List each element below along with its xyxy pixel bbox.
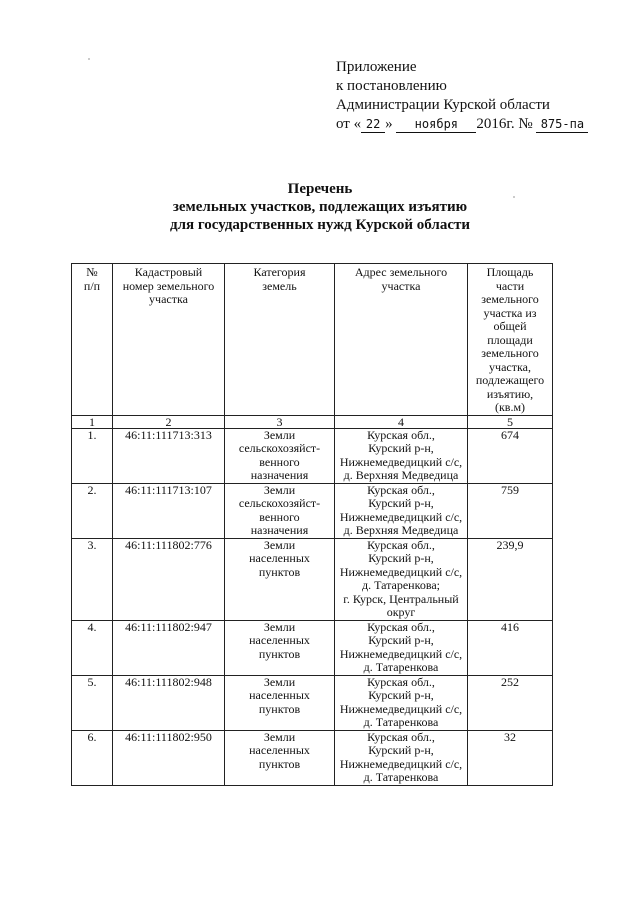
scan-speck <box>88 58 90 60</box>
header-number: № п/п <box>72 264 113 416</box>
header-category: Категория земель <box>225 264 335 416</box>
row-address: Курская обл., Курский р-н, Нижнемедведицкий с/с, д. Татаренкова <box>335 675 468 730</box>
row-number: 4. <box>72 620 113 675</box>
index-cell: 1 <box>72 415 113 428</box>
title-line-3: для государственных нужд Курской области <box>170 217 470 233</box>
row-area: 239,9 <box>468 538 553 620</box>
row-area: 252 <box>468 675 553 730</box>
appendix-block <box>336 58 588 134</box>
table-header-row <box>72 264 553 416</box>
title-line-2: земельных участков, подлежащих изъятию <box>172 199 468 215</box>
row-address: Курская обл., Курский р-н, Нижнемедведицкий с/с, д. Татаренкова <box>335 730 468 785</box>
row-category: Земли сельскохозяйст- венного назначения <box>225 483 335 538</box>
index-cell: 5 <box>468 415 553 428</box>
table-body <box>72 428 553 785</box>
row-category: Земли населенных пунктов <box>225 730 335 785</box>
table-row <box>72 620 553 675</box>
row-cadastral: 46:11:111802:950 <box>113 730 225 785</box>
date-year: 2016г. № <box>476 116 533 132</box>
date-day-close: » <box>385 116 393 132</box>
index-cell: 2 <box>113 415 225 428</box>
table-row <box>72 483 553 538</box>
row-number: 2. <box>72 483 113 538</box>
row-address: Курская обл., Курский р-н, Нижнемедведицкий с/с, д. Татаренкова; г. Курск, Центральный округ <box>335 538 468 620</box>
appendix-line-3: Администрации Курской области <box>336 97 550 113</box>
land-plots-table <box>71 263 553 786</box>
header-address: Адрес земельного участка <box>335 264 468 416</box>
appendix-date-line <box>336 115 588 134</box>
row-number: 5. <box>72 675 113 730</box>
row-number: 3. <box>72 538 113 620</box>
row-category: Земли населенных пунктов <box>225 538 335 620</box>
row-category: Земли сельскохозяйст- венного назначения <box>225 428 335 483</box>
row-cadastral: 46:11:111802:947 <box>113 620 225 675</box>
table-index-row <box>72 415 553 428</box>
document-title <box>0 180 640 234</box>
date-prefix: от « <box>336 116 362 132</box>
row-number: 6. <box>72 730 113 785</box>
row-category: Земли населенных пунктов <box>225 620 335 675</box>
appendix-line-1: Приложение <box>336 59 417 75</box>
table-row <box>72 428 553 483</box>
row-number: 1. <box>72 428 113 483</box>
table-row <box>72 675 553 730</box>
index-cell: 4 <box>335 415 468 428</box>
row-area: 416 <box>468 620 553 675</box>
index-cell: 3 <box>225 415 335 428</box>
row-area: 674 <box>468 428 553 483</box>
row-area: 759 <box>468 483 553 538</box>
title-line-1: Перечень <box>287 181 353 197</box>
row-cadastral: 46:11:111713:107 <box>113 483 225 538</box>
row-cadastral: 46:11:111802:776 <box>113 538 225 620</box>
row-address: Курская обл., Курский р-н, Нижнемедведицкий с/с, д. Верхняя Медведица <box>335 483 468 538</box>
header-cadastral: Кадастровый номер земельного участка <box>113 264 225 416</box>
date-day: 22 <box>361 117 385 133</box>
date-month: ноября <box>396 117 476 133</box>
table-row <box>72 538 553 620</box>
row-category: Земли населенных пунктов <box>225 675 335 730</box>
table-row <box>72 730 553 785</box>
row-cadastral: 46:11:111802:948 <box>113 675 225 730</box>
row-address: Курская обл., Курский р-н, Нижнемедведицкий с/с, д. Верхняя Медведица <box>335 428 468 483</box>
appendix-line-2: к постановлению <box>336 78 447 94</box>
header-area: Площадь части земельного участка из общей площади земельного участка, подлежащего изъятию, (кв.м) <box>468 264 553 416</box>
row-cadastral: 46:11:111713:313 <box>113 428 225 483</box>
row-address: Курская обл., Курский р-н, Нижнемедведицкий с/с, д. Татаренкова <box>335 620 468 675</box>
row-area: 32 <box>468 730 553 785</box>
decree-number: 875-па <box>536 117 588 133</box>
